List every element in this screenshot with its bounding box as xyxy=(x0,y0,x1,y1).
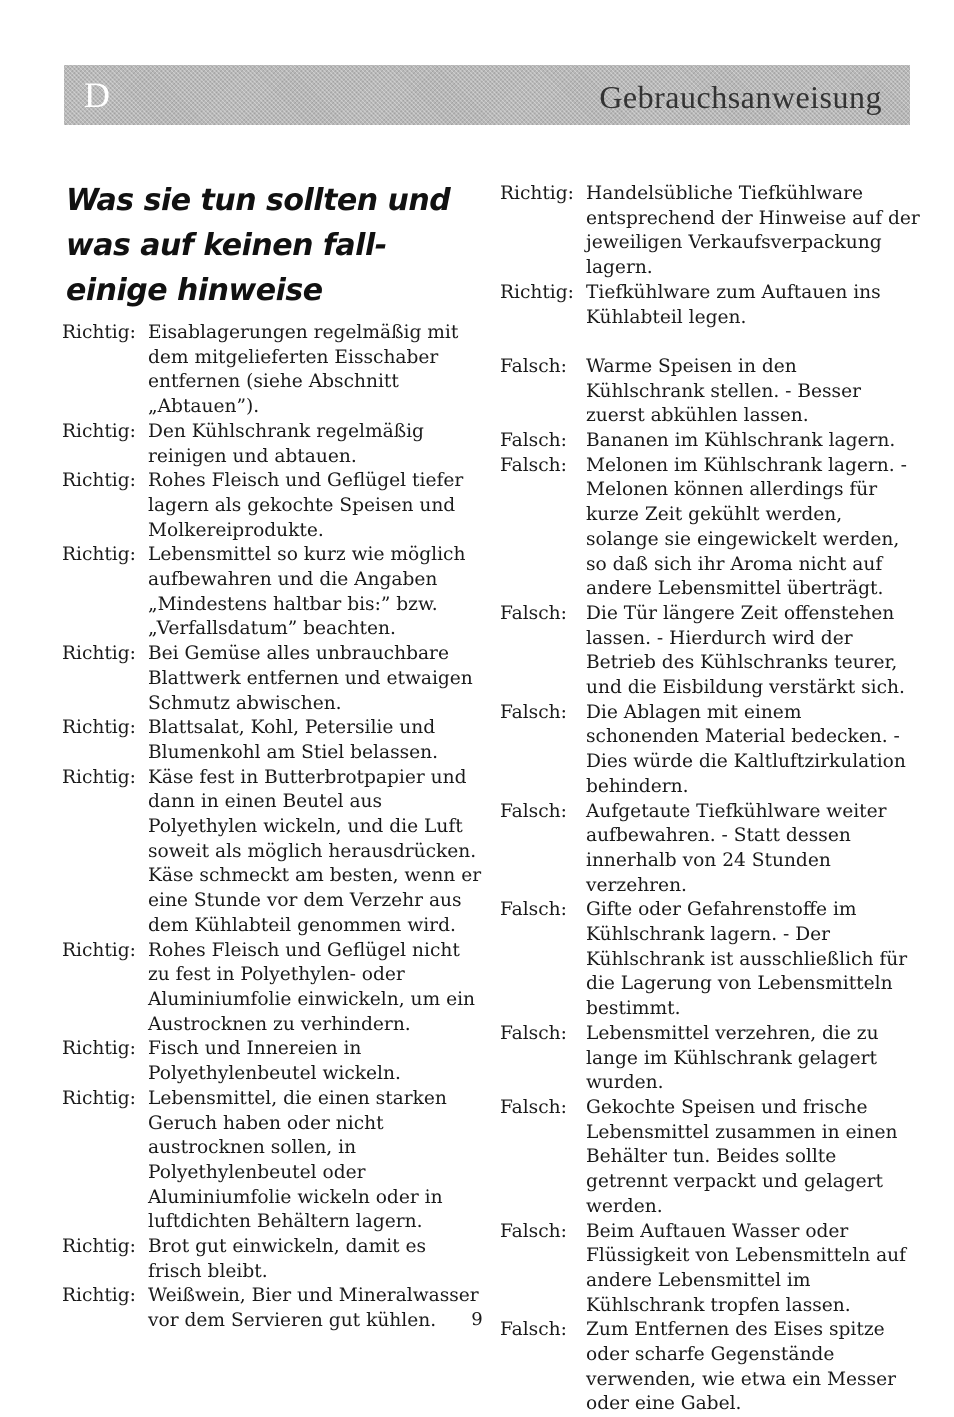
entry-text: Lebensmittel, die einen starken Geruch haben oder nicht austrocknen sollen, in Polyethylenbeutel oder Aluminiumfolie wickeln oder in luftdichten Behältern lagern. xyxy=(148,1087,447,1233)
list-item xyxy=(500,602,920,701)
entry-label: Richtig: xyxy=(500,281,574,303)
list-item xyxy=(500,701,920,800)
list-item xyxy=(62,543,482,642)
language-letter: D xyxy=(84,75,110,115)
entry-label: Richtig: xyxy=(62,939,136,961)
entry-text: Warme Speisen in den Kühlschrank stellen. - Besser zuerst abkühlen lassen. xyxy=(586,355,861,427)
entry-text: Gekochte Speisen und frische Lebensmittel zusammen in einen Behälter tun. Beides sollte getrennt verpackt und gelagert werden. xyxy=(586,1097,898,1217)
entry-label: Falsch: xyxy=(500,800,567,822)
entry-text: Handelsübliche Tiefkühlware entsprechend der Hinweise auf der jeweiligen Verkaufsverpackung lagern. xyxy=(586,183,920,279)
entry-text: Lebensmittel verzehren, die zu lange im Kühlschrank gelagert wurden. xyxy=(586,1022,879,1094)
entry-label: Falsch: xyxy=(500,602,567,624)
entry-label: Richtig: xyxy=(62,322,136,343)
entry-text: Aufgetaute Tiefkühlware weiter aufbewahren. - Statt dessen innerhalb von 24 Stunden verzehren. xyxy=(586,800,887,896)
list-item xyxy=(62,1087,482,1235)
list-item xyxy=(62,939,482,1038)
list-item xyxy=(500,1096,920,1220)
entry-label: Richtig: xyxy=(62,1087,136,1109)
entry-text: Käse fest in Butterbrotpapier und dann in einen Beutel aus Polyethylen wickeln, und die Luft soweit als möglich herausdrücken. Käse schmeckt am besten, wenn er eine Stunde vor dem Verzehr aus dem Kühlabteil genommen wird. xyxy=(148,766,482,936)
entry-label: Richtig: xyxy=(62,1285,136,1307)
list-item xyxy=(62,1235,482,1284)
entry-text: Bei Gemüse alles unbrauchbare Blattwerk entfernen und etwaigen Schmutz abwischen. xyxy=(148,643,473,714)
list-item xyxy=(500,1318,920,1417)
entry-text: Bananen im Kühlschrank lagern. xyxy=(586,430,896,452)
entry-label: Falsch: xyxy=(500,1319,567,1341)
entry-label: Falsch: xyxy=(500,1097,567,1118)
entry-label: Richtig: xyxy=(62,1038,136,1060)
header-band xyxy=(64,65,910,125)
list-item xyxy=(500,182,920,281)
list-item xyxy=(500,898,920,1022)
entry-text: Rohes Fleisch und Geflügel nicht zu fest in Polyethylen- oder Aluminiumfolie einwickeln, um ein Austrocknen zu verhindern. xyxy=(148,939,475,1035)
page-number: 9 xyxy=(471,1309,483,1330)
entry-text: Beim Auftauen Wasser oder Flüssigkeit von Lebensmitteln auf andere Lebensmittel im Kühlschrank tropfen lassen. xyxy=(586,1220,907,1316)
list-item xyxy=(62,716,482,765)
list-item xyxy=(500,800,920,899)
left-column xyxy=(62,321,482,1334)
list-item xyxy=(500,281,920,330)
entry-text: Weißwein, Bier und Mineralwasser vor dem Servieren gut kühlen. xyxy=(148,1285,479,1332)
entry-text: Brot gut einwickeln, damit es frisch bleibt. xyxy=(148,1236,427,1282)
entry-text: Blattsalat, Kohl, Petersilie und Blumenkohl am Stiel belassen. xyxy=(148,717,439,763)
entry-text: Den Kühlschrank regelmäßig reinigen und abtauen. xyxy=(148,420,424,467)
entry-text: Gifte oder Gefahrenstoffe im Kühlschrank lagern. - Der Kühlschrank ist ausschließlich für die Lagerung von Lebensmitteln bestimmt. xyxy=(586,899,908,1020)
list-item xyxy=(62,321,482,420)
right-column xyxy=(500,182,920,1417)
entry-text: Fisch und Innereien in Polyethylenbeutel wickeln. xyxy=(148,1038,401,1085)
entry-label: Richtig: xyxy=(62,643,136,665)
entry-text: Eisablagerungen regelmäßig mit dem mitgelieferten Eisschaber entfernen (siehe Abschnitt „Abtauen”). xyxy=(148,322,459,418)
entry-label: Richtig: xyxy=(62,717,136,739)
entry-text: Die Tür längere Zeit offenstehen lassen. - Hierdurch wird der Betrieb des Kühlschranks teurer, und die Eisbildung verstärkt sich. xyxy=(586,602,905,699)
entry-label: Richtig: xyxy=(62,1236,136,1258)
entry-text: Melonen im Kühlschrank lagern. - Melonen können allerdings für kurze Zeit gekühlt werden, solange sie eingewickelt werden, so daß sich ihr Aroma nicht auf andere Lebensmittel überträgt. xyxy=(586,454,907,600)
entry-label: Falsch: xyxy=(500,701,567,723)
entry-label: Falsch: xyxy=(500,1022,567,1044)
entry-label: Falsch: xyxy=(500,899,567,921)
entry-label: Falsch: xyxy=(500,1220,567,1242)
list-item xyxy=(62,766,482,939)
list-item xyxy=(62,420,482,469)
section-heading: Was sie tun sollten und was auf keinen fall- einige hinweise xyxy=(66,183,451,308)
list-item xyxy=(500,454,920,602)
entry-label: Falsch: xyxy=(500,454,567,476)
entry-text: Die Ablagen mit einem schonenden Material bedecken. - Dies würde die Kaltluftzirkulation behindern. xyxy=(586,701,906,797)
list-item xyxy=(62,642,482,716)
entry-text: Lebensmittel so kurz wie möglich aufbewahren und die Angaben „Mindestens haltbar bis:” bzw. „Verfallsdatum” beachten. xyxy=(148,544,466,640)
entry-label: Richtig: xyxy=(62,470,136,492)
entry-label: Richtig: xyxy=(62,420,136,442)
entry-text: Tiefkühlware zum Auftauen ins Kühlabteil legen. xyxy=(586,281,881,328)
list-item xyxy=(500,1022,920,1096)
header-title: Gebrauchsanweisung xyxy=(599,79,882,115)
list-item xyxy=(62,1037,482,1086)
entry-label: Richtig: xyxy=(500,183,574,204)
entry-label: Richtig: xyxy=(62,766,136,788)
entry-text: Zum Entfernen des Eises spitze oder scharfe Gegenstände verwenden, wie etwa ein Messer oder eine Gabel. xyxy=(586,1319,897,1415)
list-item xyxy=(62,469,482,543)
entry-text: Rohes Fleisch und Geflügel tiefer lagern als gekochte Speisen und Molkereiprodukte. xyxy=(148,470,464,541)
entry-label: Falsch: xyxy=(500,355,567,377)
entry-label: Richtig: xyxy=(62,544,136,566)
list-item xyxy=(500,1220,920,1319)
list-item xyxy=(500,429,920,454)
entry-label: Falsch: xyxy=(500,430,567,452)
list-item xyxy=(500,355,920,429)
